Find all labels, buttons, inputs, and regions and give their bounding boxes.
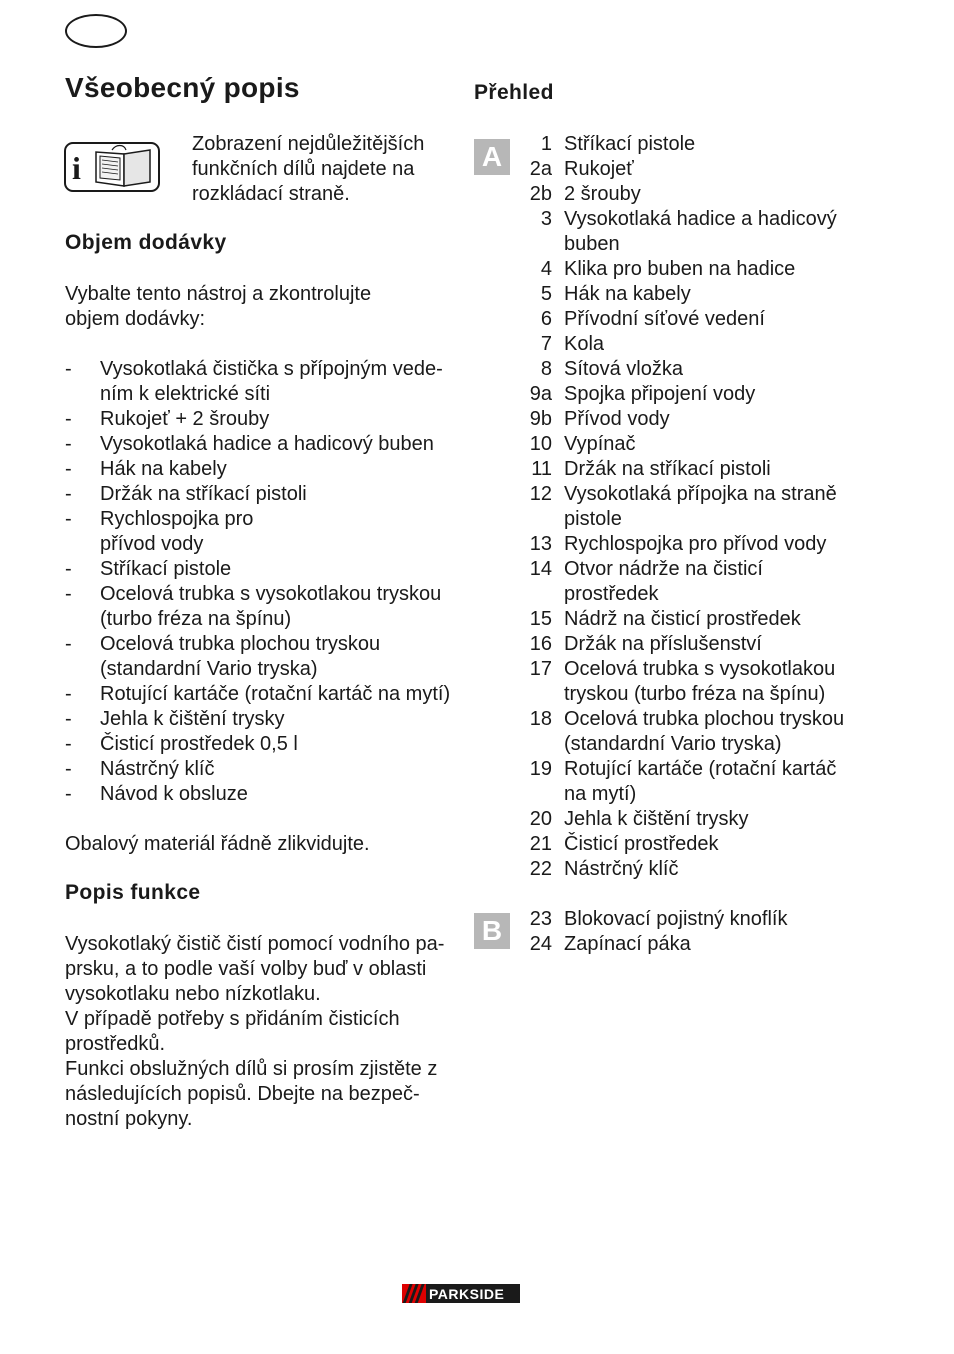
- overview-item: [520, 832, 860, 857]
- overview-item-number: 5: [540, 283, 552, 305]
- overview-item: [520, 807, 860, 832]
- overview-item-number: 8: [540, 358, 552, 380]
- overview-heading: Přehled: [474, 81, 554, 104]
- overview-item: [520, 207, 860, 257]
- overview-item-number: 13: [529, 533, 552, 555]
- overview-item-number: 10: [529, 433, 552, 455]
- overview-item-number: 15: [529, 608, 552, 630]
- supply-item-line: Hák na kabely: [100, 458, 227, 480]
- overview-item-number: 2a: [529, 158, 552, 180]
- overview-item-label: Držák na příslušenství: [564, 633, 762, 655]
- overview-item-number: 23: [529, 908, 552, 930]
- supply-item-line: Držák na stříkací pistoli: [100, 483, 307, 505]
- overview-item-label: Hák na kabely: [564, 283, 691, 305]
- overview-item-label: Blokovací pojistný knoflík: [564, 908, 788, 930]
- overview-item-number: 22: [529, 858, 552, 880]
- overview-item-label: pistole: [564, 508, 622, 530]
- supply-item-line: Nástrčný klíč: [100, 758, 215, 780]
- language-badge: [65, 14, 127, 48]
- dash-bullet: -: [65, 783, 72, 805]
- supply-intro: [65, 282, 371, 332]
- supply-item-line: Návod k obsluze: [100, 783, 248, 805]
- supply-item-line: Jehla k čištění trysky: [100, 708, 285, 730]
- supply-item: [65, 482, 455, 507]
- supply-item-line: Rotující kartáče (rotační kartáč na mytí): [100, 683, 451, 705]
- overview-item-label: Vypínač: [564, 433, 636, 455]
- overview-item-label: prostředek: [564, 583, 659, 605]
- overview-item-label: Nástrčný klíč: [564, 858, 679, 880]
- dash-bullet: -: [65, 483, 72, 505]
- supply-item-line: (turbo fréza na špínu): [100, 608, 292, 630]
- svg-text:i: i: [72, 150, 81, 186]
- supply-item: [65, 557, 455, 582]
- section-a-badge: A: [474, 139, 510, 175]
- overview-item-label: tryskou (turbo fréza na špínu): [564, 683, 826, 705]
- function-text-line: prsku, a to podle vaší volby buď v oblasti: [65, 958, 427, 980]
- overview-item: [520, 707, 860, 757]
- supply-item: [65, 707, 455, 732]
- supply-item: [65, 357, 455, 407]
- overview-item-label: Spojka připojení vody: [564, 383, 756, 405]
- overview-item: [520, 257, 860, 282]
- overview-item-number: 16: [529, 633, 552, 655]
- overview-item-label: Čisticí prostředek: [564, 833, 719, 855]
- overview-item: [520, 132, 860, 157]
- supply-item: [65, 457, 455, 482]
- function-text-line: Vysokotlaký čistič čistí pomocí vodního pa-: [65, 933, 445, 955]
- dash-bullet: -: [65, 733, 72, 755]
- dash-bullet: -: [65, 458, 72, 480]
- overview-item-number: 17: [529, 658, 552, 680]
- overview-item: [520, 632, 860, 657]
- dash-bullet: -: [65, 708, 72, 730]
- supply-list: [65, 357, 455, 807]
- overview-item: [520, 182, 860, 207]
- overview-item-number: 6: [540, 308, 552, 330]
- dash-bullet: -: [65, 558, 72, 580]
- overview-item-label: Klika pro buben na hadice: [564, 258, 796, 280]
- supply-item-line: Rukojeť + 2 šrouby: [100, 408, 270, 430]
- overview-item-label: Rotující kartáče (rotační kartáč: [564, 758, 837, 780]
- overview-item: [520, 657, 860, 707]
- dash-bullet: -: [65, 508, 72, 530]
- brand-name: PARKSIDE: [429, 1285, 505, 1302]
- overview-item-label: Jehla k čištění trysky: [564, 808, 749, 830]
- function-text-line: následujících popisů. Dbejte na bezpeč-: [65, 1083, 420, 1105]
- supply-item-line: Stříkací pistole: [100, 558, 232, 580]
- supply-heading: Objem dodávky: [65, 231, 227, 254]
- overview-item-label: Přívodní síťové vedení: [564, 308, 765, 330]
- overview-item: [520, 557, 860, 607]
- overview-item-label: Sítová vložka: [564, 358, 683, 380]
- overview-item-number: 14: [529, 558, 552, 580]
- overview-item-number: 20: [529, 808, 552, 830]
- overview-item-label: na mytí): [564, 783, 637, 805]
- overview-item-label: Držák na stříkací pistoli: [564, 458, 771, 480]
- supply-intro-line: objem dodávky:: [65, 308, 206, 330]
- supply-item-line: ním k elektrické síti: [100, 383, 271, 405]
- overview-item-number: 9b: [529, 408, 552, 430]
- function-text-line: prostředků.: [65, 1033, 166, 1055]
- parkside-logo: [402, 1284, 520, 1303]
- overview-item-label: (standardní Vario tryska): [564, 733, 782, 755]
- supply-intro-line: Vybalte tento nástroj a zkontrolujte: [65, 283, 372, 305]
- supply-item-line: Vysokotlaká čistička s přípojným vede-: [100, 358, 443, 380]
- function-text: [65, 932, 444, 1132]
- overview-item-number: 18: [529, 708, 552, 730]
- supply-item-line: Vysokotlaká hadice a hadicový buben: [100, 433, 434, 455]
- supply-item-line: Rychlospojka pro: [100, 508, 254, 530]
- supply-item: [65, 632, 455, 682]
- overview-item-number: 7: [540, 333, 552, 355]
- overview-item-label: Ocelová trubka s vysokotlakou: [564, 658, 836, 680]
- supply-item: [65, 407, 455, 432]
- supply-item: [65, 757, 455, 782]
- supply-item-line: Ocelová trubka plochou tryskou: [100, 633, 381, 655]
- info-manual-icon: [64, 142, 160, 192]
- overview-item: [520, 857, 860, 882]
- overview-item: [520, 932, 860, 957]
- overview-item: [520, 907, 860, 932]
- supply-item-line: Ocelová trubka s vysokotlakou tryskou: [100, 583, 442, 605]
- supply-item: [65, 782, 455, 807]
- overview-item: [520, 532, 860, 557]
- dash-bullet: -: [65, 433, 72, 455]
- packaging-note: Obalový materiál řádně zlikvidujte.: [65, 833, 370, 855]
- overview-item: [520, 432, 860, 457]
- overview-item-number: 2b: [529, 183, 552, 205]
- overview-item: [520, 357, 860, 382]
- overview-item-label: buben: [564, 233, 620, 255]
- page-title: Všeobecný popis: [65, 72, 300, 103]
- overview-item: [520, 157, 860, 182]
- overview-item: [520, 407, 860, 432]
- info-text-line: Zobrazení nejdůležitějších: [192, 133, 425, 155]
- overview-item-number: 1: [540, 133, 552, 155]
- overview-item-number: 12: [529, 483, 552, 505]
- function-text-line: V případě potřeby s přidáním čisticích: [65, 1008, 400, 1030]
- overview-item-label: Rukojeť: [564, 158, 634, 180]
- overview-item-label: Přívod vody: [564, 408, 670, 430]
- overview-item: [520, 382, 860, 407]
- overview-item: [520, 332, 860, 357]
- supply-item-line: (standardní Vario tryska): [100, 658, 318, 680]
- dash-bullet: -: [65, 633, 72, 655]
- supply-item: [65, 432, 455, 457]
- section-b-badge: B: [474, 913, 510, 949]
- supply-item: [65, 582, 455, 632]
- overview-item-label: 2 šrouby: [564, 183, 641, 205]
- overview-item-label: Stříkací pistole: [564, 133, 696, 155]
- supply-item: [65, 732, 455, 757]
- overview-item: [520, 482, 860, 532]
- dash-bullet: -: [65, 408, 72, 430]
- overview-item-number: 3: [540, 208, 552, 230]
- function-heading: Popis funkce: [65, 881, 201, 904]
- supply-item: [65, 682, 455, 707]
- overview-item-number: 19: [529, 758, 552, 780]
- logo-stripes-icon: [402, 1284, 426, 1303]
- function-text-line: nostní pokyny.: [65, 1108, 193, 1130]
- overview-item: [520, 457, 860, 482]
- info-text-line: rozkládací straně.: [192, 183, 350, 205]
- function-text-line: vysokotlaku nebo nízkotlaku.: [65, 983, 321, 1005]
- function-text-line: Funkci obslužných dílů si prosím zjistěte z: [65, 1058, 438, 1080]
- overview-item-label: Vysokotlaká hadice a hadicový: [564, 208, 837, 230]
- overview-item-number: 4: [540, 258, 552, 280]
- overview-item-number: 21: [529, 833, 552, 855]
- overview-item-label: Vysokotlaká přípojka na straně: [564, 483, 837, 505]
- overview-item-label: Nádrž na čisticí prostředek: [564, 608, 801, 630]
- overview-list-b: [520, 907, 860, 957]
- supply-item: [65, 507, 455, 557]
- info-text-line: funkčních dílů najdete na: [192, 158, 415, 180]
- overview-item: [520, 307, 860, 332]
- supply-item-line: Čisticí prostředek 0,5 l: [100, 733, 298, 755]
- overview-item-label: Ocelová trubka plochou tryskou: [564, 708, 845, 730]
- overview-list-a: [520, 132, 860, 882]
- overview-item: [520, 757, 860, 807]
- overview-item-label: Otvor nádrže na čisticí: [564, 558, 763, 580]
- overview-item-number: 9a: [529, 383, 552, 405]
- info-text: [192, 132, 424, 207]
- dash-bullet: -: [65, 758, 72, 780]
- supply-item-line: přívod vody: [100, 533, 204, 555]
- overview-item-label: Rychlospojka pro přívod vody: [564, 533, 827, 555]
- overview-item: [520, 282, 860, 307]
- overview-item-number: 11: [531, 458, 552, 480]
- dash-bullet: -: [65, 358, 72, 380]
- overview-item-label: Kola: [564, 333, 605, 355]
- dash-bullet: -: [65, 583, 72, 605]
- overview-item-number: 24: [529, 933, 552, 955]
- overview-item-label: Zapínací páka: [564, 933, 691, 955]
- dash-bullet: -: [65, 683, 72, 705]
- overview-item: [520, 607, 860, 632]
